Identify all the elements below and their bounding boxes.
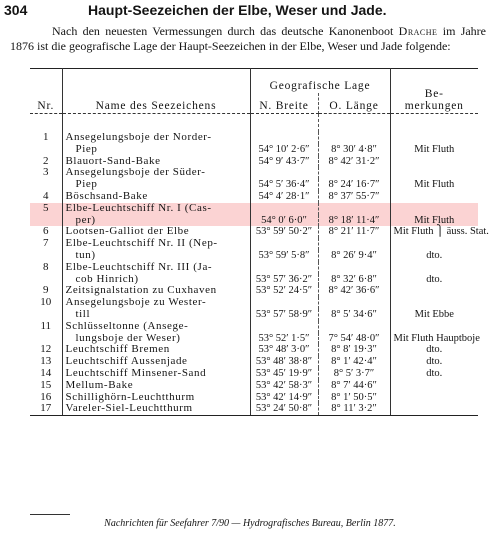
row-laenge: 8° 1′ 42·4″ xyxy=(318,356,390,368)
row-laenge: 8° 18′ 11·4″ xyxy=(318,215,390,227)
row-number: 6 xyxy=(30,226,62,238)
row-name: Ansegelungsboje zu Wester- xyxy=(65,296,207,309)
intro-text-before: Nach den neuesten Vermessungen durch das deutsche Kanonenboot xyxy=(52,24,394,38)
row-name: Elbe-Leuchtschiff Nr. I (Cas- xyxy=(65,201,212,214)
row-name: per) xyxy=(75,213,96,226)
row-bemerkung: Mit Ebbe xyxy=(414,308,454,320)
row-breite: 53° 42′ 58·3″ xyxy=(250,380,318,392)
header-laenge: O. Länge xyxy=(318,93,390,114)
table-row xyxy=(30,403,478,415)
row-name: tun) xyxy=(75,248,96,261)
row-bemerkung xyxy=(390,403,478,415)
row-bemerkung: Mit Fluth Hauptboje xyxy=(393,332,480,344)
row-bemerkung: Mit Fluth xyxy=(414,143,455,155)
row-laenge: 8° 5′ 34·6″ xyxy=(318,309,390,321)
row-breite: 53° 52′ 24·5″ xyxy=(250,285,318,297)
row-name: Blauort-Sand-Bake xyxy=(65,154,161,167)
row-laenge: 8° 7′ 44·6″ xyxy=(318,380,390,392)
row-number: 13 xyxy=(30,356,62,368)
row-laenge: 8° 32′ 6·8″ xyxy=(318,274,390,286)
row-laenge: 8° 42′ 36·6″ xyxy=(318,285,390,297)
intro-paragraph xyxy=(10,24,486,54)
row-bemerkung: dto. xyxy=(426,273,443,285)
row-bemerkung: dto. xyxy=(426,356,443,368)
row-breite: 54° 5′ 36·4″ xyxy=(250,179,318,191)
row-number: 5 xyxy=(30,203,62,215)
row-number: 2 xyxy=(30,156,62,168)
row-bemerkung xyxy=(390,156,478,168)
page-number: 304 xyxy=(4,2,28,18)
row-bemerkung xyxy=(390,392,478,404)
row-number: 4 xyxy=(30,191,62,203)
table-row xyxy=(30,132,478,144)
row-bemerkung: Mit Fluth xyxy=(414,179,455,191)
row-laenge: 8° 30′ 4·8″ xyxy=(318,144,390,156)
row-name: Vareler-Siel-Leuchtthurm xyxy=(65,402,193,415)
row-bemerkung xyxy=(390,191,478,203)
row-name: Leuchtschiff Aussenjade xyxy=(65,355,188,368)
table-row xyxy=(30,297,478,309)
header-breite: N. Breite xyxy=(250,93,318,114)
table-row xyxy=(30,321,478,333)
row-breite: 53° 52′ 1·5″ xyxy=(250,333,318,345)
row-name: Elbe-Leuchtschiff Nr. II (Nep- xyxy=(65,237,218,250)
row-number: 3 xyxy=(30,167,62,179)
row-name: Zeitsignalstation zu Cuxhaven xyxy=(65,284,217,297)
row-number: 8 xyxy=(30,262,62,274)
row-number: 9 xyxy=(30,285,62,297)
row-number: 1 xyxy=(30,132,62,144)
row-number: 16 xyxy=(30,392,62,404)
header-name: Name des Seezeichens xyxy=(62,69,250,114)
row-breite: 53° 48′ 3·0″ xyxy=(250,344,318,356)
row-breite: 53° 59′ 50·2″ xyxy=(250,226,318,238)
row-number: 11 xyxy=(30,321,62,333)
table-row xyxy=(30,203,478,215)
intro-text-after: im Jahre 1876 ist die geografische Lage der Haupt-Seezeichen in der Elbe, Weser und Jade folgende: xyxy=(10,24,487,53)
row-name: Mellum-Bake xyxy=(65,378,134,391)
row-bemerkung: Mit Fluth xyxy=(390,215,478,227)
row-laenge: 8° 37′ 55·7″ xyxy=(318,191,390,203)
row-name: Leuchtschiff Minsener-Sand xyxy=(65,366,207,379)
header-geografische-lage: Geografische Lage xyxy=(250,69,390,94)
row-name: Schillighörn-Leuchtthurm xyxy=(65,390,195,403)
row-number: 17 xyxy=(30,403,62,415)
row-laenge: 8° 21′ 11·7″ xyxy=(318,226,390,238)
row-laenge: 7° 54′ 48·0″ xyxy=(318,333,390,345)
row-bemerkung: dto. xyxy=(426,367,443,379)
row-name: lungsboje der Weser) xyxy=(75,331,181,344)
footer-source: Nachrichten für Seefahrer 7/90 — Hydrografisches Bureau, Berlin 1877. xyxy=(104,518,396,529)
row-bemerkung: Mit Fluth ⎫ äuss. Stat. xyxy=(393,226,489,238)
table-row xyxy=(30,167,478,179)
table-row xyxy=(30,238,478,250)
page-title: Haupt-Seezeichen der Elbe, Weser und Jade. xyxy=(88,2,387,18)
row-number: 15 xyxy=(30,380,62,392)
footer-rule xyxy=(30,514,70,515)
row-laenge: 8° 42′ 31·2″ xyxy=(318,156,390,168)
row-number: 12 xyxy=(30,344,62,356)
row-breite: 53° 57′ 58·9″ xyxy=(250,309,318,321)
row-breite: 53° 59′ 5·8″ xyxy=(250,250,318,262)
row-name: Ansegelungsboje der Norder- xyxy=(65,131,212,143)
header-nr: Nr. xyxy=(30,69,62,114)
table-row xyxy=(30,262,478,274)
row-name: Piep xyxy=(75,178,98,191)
row-breite: 54° 4′ 28·1″ xyxy=(250,191,318,203)
intro-ship-name: Drache xyxy=(398,24,438,38)
row-number: 10 xyxy=(30,297,62,309)
row-laenge: 8° 1′ 50·5″ xyxy=(318,392,390,404)
header-bemerkungen-line1: Be- xyxy=(424,88,444,101)
row-name: Lootsen-Galliot der Elbe xyxy=(65,225,190,238)
row-breite: 54° 10′ 2·6″ xyxy=(250,144,318,156)
row-breite: 53° 24′ 50·8″ xyxy=(250,403,318,415)
row-name: cob Hinrich) xyxy=(75,272,139,285)
row-breite: 53° 42′ 14·9″ xyxy=(250,392,318,404)
header-bemerkungen xyxy=(390,69,478,114)
row-breite: 54° 0′ 6·0″ xyxy=(250,215,318,227)
row-laenge: 8° 26′ 9·4″ xyxy=(318,250,390,262)
row-name: Böschsand-Bake xyxy=(65,189,148,202)
row-breite: 53° 45′ 19·9″ xyxy=(250,368,318,380)
row-name: Ansegelungsboje der Süder- xyxy=(65,166,206,179)
row-laenge: 8° 5′ 3·7″ xyxy=(318,368,390,380)
row-laenge: 8° 11′ 3·2″ xyxy=(318,403,390,415)
row-name: Leuchtschiff Bremen xyxy=(65,343,170,356)
row-bemerkung xyxy=(390,285,478,297)
row-name: Schlüsseltonne (Ansege- xyxy=(65,319,189,332)
row-bemerkung: dto. xyxy=(426,249,443,261)
row-name: till xyxy=(75,307,91,320)
row-number: 14 xyxy=(30,368,62,380)
seezeichen-table xyxy=(30,68,489,416)
row-breite: 53° 57′ 36·2″ xyxy=(250,274,318,286)
row-bemerkung: dto. xyxy=(426,344,443,356)
row-bemerkung xyxy=(390,380,478,392)
row-name: Elbe-Leuchtschiff Nr. III (Ja- xyxy=(65,260,213,273)
row-laenge: 8° 24′ 16·7″ xyxy=(318,179,390,191)
row-number: 7 xyxy=(30,238,62,250)
row-laenge: 8° 8′ 19·3″ xyxy=(318,344,390,356)
row-name: Piep xyxy=(75,142,98,155)
row-breite: 54° 9′ 43·7″ xyxy=(250,156,318,168)
row-breite: 53° 48′ 38·8″ xyxy=(250,356,318,368)
table-body xyxy=(30,114,489,416)
header-bemerkungen-line2: merkungen xyxy=(404,100,464,113)
